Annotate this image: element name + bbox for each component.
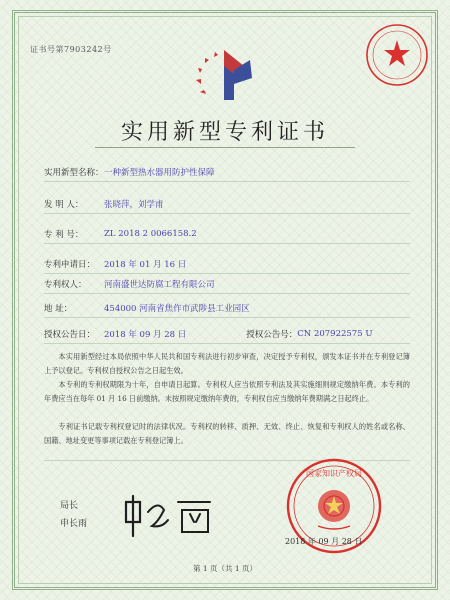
title-divider — [95, 147, 355, 148]
divider — [44, 273, 410, 274]
filing-date-label: 专利申请日： — [44, 260, 96, 270]
patent-number-field — [44, 226, 410, 242]
body-paragraph: 专利证书记载专利权登记时的法律状况。专利权的转移、质押、无效、终止、恢复和专利权人的姓名或名称、国籍、地址变更等事项记载在专利登记簿上。 — [44, 422, 410, 445]
corner-seal-icon — [364, 22, 430, 88]
address-field — [44, 300, 410, 316]
inventor-value: 张晓萍，刘学甫 — [104, 200, 164, 210]
grant-number-value: CN 207922575 U — [297, 329, 373, 339]
patent-number-value: ZL 2018 2 0066158.2 — [104, 229, 197, 239]
inventor-label: 发 明 人： — [44, 200, 84, 210]
grant-date-value: 2018 年 09 月 28 日 — [104, 330, 187, 340]
director-signature-icon — [118, 492, 228, 542]
inventor-field — [44, 196, 410, 212]
divider — [44, 317, 410, 318]
divider — [44, 213, 410, 214]
certificate-number: 证书号第7903242号 — [30, 45, 112, 54]
name-field — [44, 164, 410, 180]
patent-office-logo-icon — [190, 40, 260, 110]
address-value: 454000 河南省焦作市武陟县工业园区 — [104, 304, 250, 314]
filing-date-value: 2018 年 01 月 16 日 — [104, 260, 187, 270]
divider — [44, 343, 410, 344]
director-title: 局长 — [60, 501, 79, 511]
divider — [44, 181, 410, 182]
address-label: 地 址： — [44, 304, 73, 314]
body-paragraph: 本实用新型经过本局依照中华人民共和国专利法进行初步审查，决定授予专利权，颁发本证书并在专利登记簿上予以登记。专利权自授权公告之日起生效。 — [44, 352, 410, 375]
divider — [44, 293, 410, 294]
name-label: 实用新型名称： — [44, 168, 104, 178]
patentee-value: 河南盛世达防腐工程有限公司 — [104, 280, 215, 290]
patentee-field — [44, 276, 410, 292]
director-name: 申长雨 — [60, 519, 88, 529]
seal-text: 国家知识产权局 — [306, 469, 362, 478]
filing-date-field — [44, 256, 410, 272]
issue-date: 2018 年 09 月 28 日 — [285, 537, 363, 546]
patent-number-label: 专 利 号： — [44, 230, 84, 240]
page-number: 第 1 页（共 1 页） — [192, 564, 258, 573]
page-title: 实用新型专利证书 — [120, 120, 329, 145]
grant-date-field — [44, 326, 410, 342]
grant-date-label: 授权公告日： — [44, 330, 96, 340]
name-value: 一种新型热水器用防护性保障 — [104, 168, 215, 178]
grant-number-label: 授权公告号： — [246, 330, 298, 340]
divider — [44, 243, 410, 244]
body-paragraph: 本专利的专利权期限为十年，自申请日起算。专利权人应当依照专利法及其实施细则规定缴纳年费。本专利的年费应当在每年 01 月 16 日前缴纳。未按照规定缴纳年费的，专利权自应当缴纳年费期满之日起终止。 — [44, 380, 410, 403]
patentee-label: 专利权人： — [44, 280, 87, 290]
